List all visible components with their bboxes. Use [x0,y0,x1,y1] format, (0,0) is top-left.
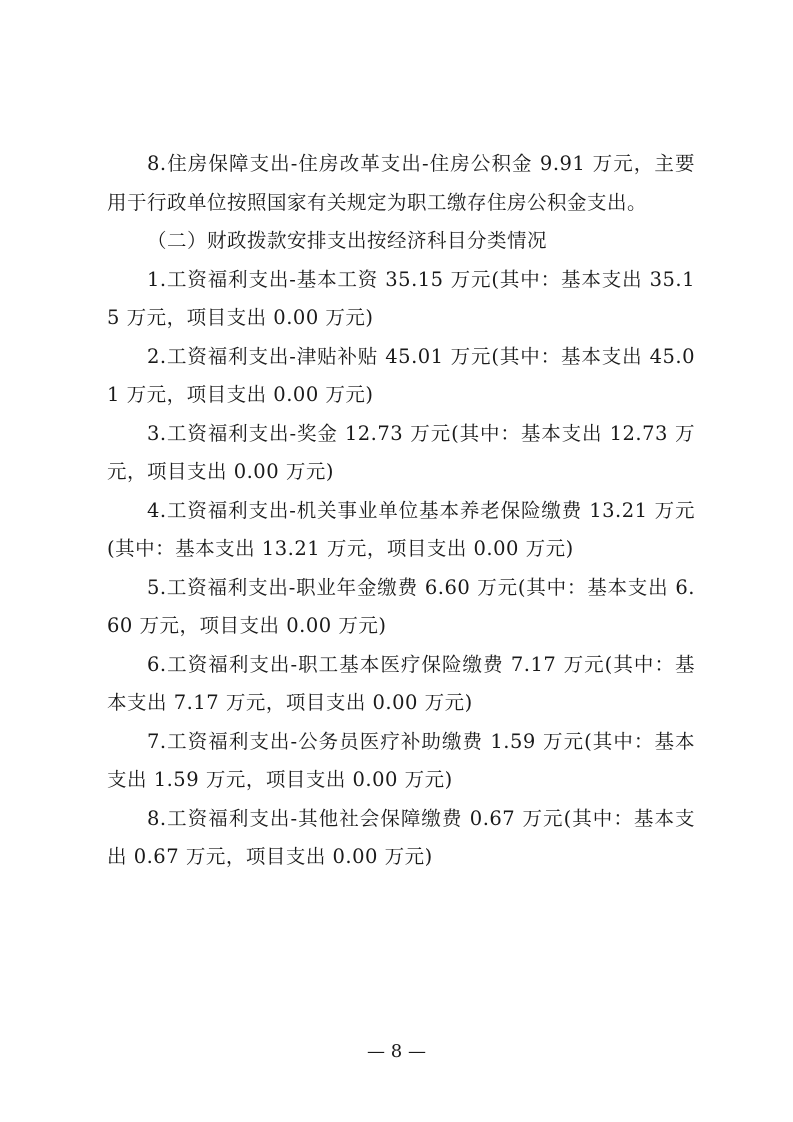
paragraph-occupational-annuity: 5.工资福利支出-职业年金缴费 6.60 万元(其中：基本支出 6.60 万元，项目支出 0.00 万元) [107,575,695,637]
paragraph-bonus: 3.工资福利支出-奖金 12.73 万元(其中：基本支出 12.73 万元，项目支出 0.00 万元) [107,421,695,483]
page-number: — 8 — [367,1041,426,1062]
paragraph-medical-insurance: 6.工资福利支出-职工基本医疗保险缴费 7.17 万元(其中：基本支出 7.17 万元，项目支出 0.00 万元) [107,652,695,714]
paragraph-allowances: 2.工资福利支出-津贴补贴 45.01 万元(其中：基本支出 45.01 万元，项目支出 0.00 万元) [107,344,695,406]
paragraph-pension-insurance: 4.工资福利支出-机关事业单位基本养老保险缴费 13.21 万元(其中：基本支出 13.21 万元，项目支出 0.00 万元) [107,498,695,560]
section-heading-economic-classification: （二）财政拨款安排支出按经济科目分类情况 [147,229,548,252]
paragraph-housing-fund: 8.住房保障支出-住房改革支出-住房公积金 9.91 万元，主要用于行政单位按照国家有关规定为职工缴存住房公积金支出。 [107,152,695,214]
paragraph-other-social-security: 8.工资福利支出-其他社会保障缴费 0.67 万元(其中：基本支出 0.67 万元，项目支出 0.00 万元) [107,806,695,868]
document-body [107,145,695,877]
paragraph-civil-servant-medical-subsidy: 7.工资福利支出-公务员医疗补助缴费 1.59 万元(其中：基本支出 1.59 万元，项目支出 0.00 万元) [107,729,695,791]
paragraph-basic-salary: 1.工资福利支出-基本工资 35.15 万元(其中：基本支出 35.15 万元，项目支出 0.00 万元) [107,267,695,329]
